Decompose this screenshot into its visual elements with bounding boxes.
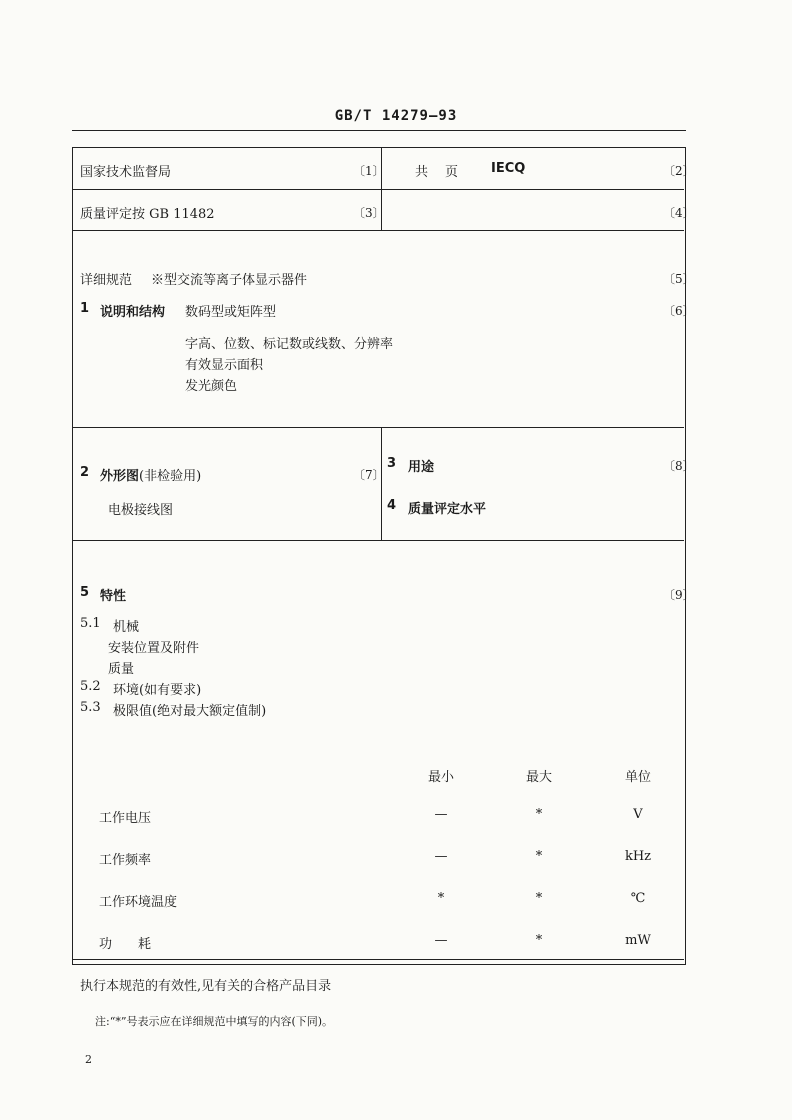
page-number: 2	[85, 1053, 92, 1066]
rating-max: *	[535, 849, 543, 864]
standard-code: GB/T 14279—93	[334, 108, 458, 124]
ref-3: 〔3〕	[353, 206, 385, 220]
section-1-title: 说明和结构	[100, 305, 166, 320]
section-5-title: 特性	[100, 589, 127, 604]
rating-min: —	[434, 933, 448, 948]
rating-min: —	[434, 849, 448, 864]
section-2-number: 2	[80, 465, 90, 480]
rating-name: 功 耗	[99, 937, 152, 952]
section-3-number: 3	[387, 456, 397, 471]
pages-label-total: 共	[415, 165, 429, 180]
quality-assessment: 质量评定按 GB 11482	[80, 207, 215, 222]
validity-statement: 执行本规范的有效性,见有关的合格产品目录	[80, 979, 332, 994]
col-header-max: 最大	[525, 770, 552, 785]
section-5-1-item: 安装位置及附件	[108, 641, 200, 656]
section-5-1-item: 质量	[108, 662, 135, 677]
section-4-title: 质量评定水平	[408, 502, 487, 517]
electrode-wiring: 电极接线图	[108, 503, 174, 518]
rating-min: —	[434, 807, 448, 822]
ref-7: 〔7〕	[353, 468, 385, 482]
agency-name: 国家技术监督局	[80, 165, 172, 180]
detail-spec-label: 详细规范	[80, 273, 133, 288]
section-1-line: 有效显示面积	[185, 358, 264, 373]
row-divider	[73, 189, 684, 190]
col-header-unit: 单位	[624, 770, 651, 785]
ref-6: 〔6〕	[663, 304, 695, 318]
section-5-3-number: 5.3	[80, 700, 101, 715]
section-5-2-number: 5.2	[80, 679, 101, 694]
row-divider	[73, 230, 684, 231]
rating-max: *	[535, 891, 543, 906]
detail-spec-device: ※型交流等离子体显示器件	[151, 273, 308, 288]
section-5-1-title: 机械	[113, 620, 140, 635]
section-5-number: 5	[80, 585, 90, 600]
section-1-line: 字高、位数、标记数或线数、分辨率	[185, 337, 394, 352]
column-divider	[381, 427, 382, 540]
col-header-min: 最小	[427, 770, 454, 785]
section-5-3-title: 极限值(绝对最大额定值制)	[113, 704, 267, 719]
ref-5: 〔5〕	[663, 272, 695, 286]
section-3-title: 用途	[408, 460, 435, 475]
ref-9: 〔9〕	[663, 588, 695, 602]
row-divider	[73, 427, 684, 428]
section-1-number: 1	[80, 301, 90, 316]
row-divider	[73, 540, 684, 541]
rating-unit: V	[633, 807, 643, 822]
row-divider	[73, 959, 684, 960]
rating-unit: mW	[625, 933, 651, 948]
section-1-line: 发光颜色	[185, 379, 238, 394]
section-2-heading	[100, 465, 201, 484]
section-2-subtitle: (非检验用)	[139, 469, 202, 484]
spec-form	[72, 147, 695, 994]
section-4-number: 4	[387, 498, 397, 513]
rating-unit: kHz	[624, 849, 652, 864]
rating-max: *	[535, 807, 543, 822]
section-1-desc: 数码型或矩阵型	[185, 305, 277, 320]
footnote: 注:“*”号表示应在详细规范中填写的内容(下同)。	[95, 1015, 334, 1028]
ref-2: 〔2〕	[663, 164, 695, 178]
section-5-1-number: 5.1	[80, 616, 101, 631]
rating-name: 工作电压	[99, 811, 152, 826]
rating-unit: ℃	[630, 891, 646, 906]
rating-name: 工作环境温度	[99, 895, 178, 910]
section-5-2-title: 环境(如有要求)	[113, 683, 202, 698]
ref-4: 〔4〕	[663, 206, 695, 220]
rating-name: 工作频率	[99, 853, 152, 868]
header-rule	[72, 130, 686, 131]
ref-1: 〔1〕	[353, 164, 385, 178]
ref-8: 〔8〕	[663, 459, 695, 473]
pages-label-unit: 页	[445, 165, 459, 180]
rating-min: *	[437, 891, 445, 906]
rating-max: *	[535, 933, 543, 948]
iecq-label: IECQ	[491, 161, 526, 176]
section-2-title: 外形图	[100, 469, 140, 484]
